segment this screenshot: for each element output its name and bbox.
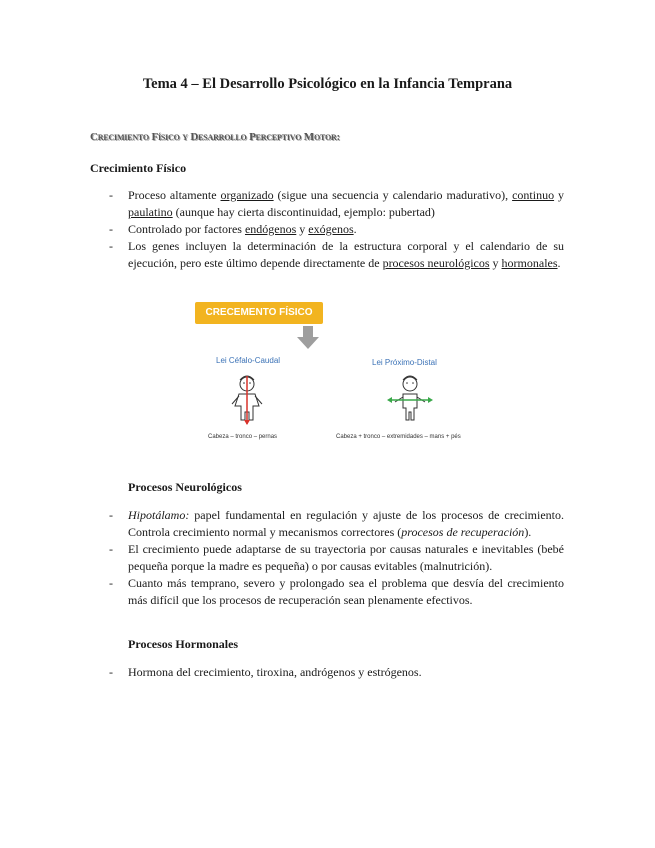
subheading-procesos-neurologicos: Procesos Neurológicos bbox=[128, 480, 242, 494]
list-item: - Los genes incluyen la determinación de la estructura corporal y el calendario de su ejecución, pero este último depende directamente de procesos neurológicos y hormonales. bbox=[128, 238, 564, 272]
list-item: - El crecimiento puede adaptarse de su trayectoria por causas naturales e inevitables (bebé pequeña porque la madre es pequeña) o por causas evitables (malnutrición). bbox=[128, 541, 564, 575]
procesos-neurologicos-list bbox=[128, 507, 564, 609]
list-item: - Cuanto más temprano, severo y prolongado sea el problema que desvía del crecimiento más difícil que los procesos de recuperación sean plenamente efectivos. bbox=[128, 575, 564, 609]
list-item: - Hipotálamo: papel fundamental en regulación y ajuste de los procesos de crecimiento. Controla crecimiento normal y mecanismos correctores (procesos de recuperación). bbox=[128, 507, 564, 541]
procesos-hormonales-list bbox=[128, 664, 564, 681]
list-item: - Proceso altamente organizado (sigue una secuencia y calendario madurativo), continuo y paulatino (aunque hay cierta discontinuidad, ejemplo: pubertad) bbox=[128, 187, 564, 221]
crecimiento-fisico-list bbox=[128, 187, 564, 272]
list-item: - Hormona del crecimiento, tiroxina, andrógenos y estrógenos. bbox=[128, 664, 564, 681]
law-cephalocaudal-label: Lei Céfalo-Caudal bbox=[216, 356, 281, 365]
child-cephalocaudal-icon bbox=[224, 374, 270, 426]
list-item: - Controlado por factores endógenos y exógenos. bbox=[128, 221, 564, 238]
figure-banner: CRECEMENTO FÍSICO bbox=[195, 302, 323, 324]
caption-proximodistal: Cabeza + tronco – extremidades – mans + pés bbox=[336, 434, 461, 440]
document-title: Tema 4 – El Desarrollo Psicológico en la Infancia Temprana bbox=[142, 76, 513, 92]
growth-laws-figure bbox=[200, 302, 500, 452]
subheading-crecimiento-fisico: Crecimiento Físico bbox=[90, 161, 187, 175]
subheading-procesos-hormonales: Procesos Hormonales bbox=[128, 637, 239, 651]
caption-cephalocaudal: Cabeza – tronco – pernas bbox=[208, 434, 278, 440]
law-proximodistal-label: Lei Próximo-Distal bbox=[372, 358, 437, 367]
child-proximodistal-icon bbox=[386, 374, 434, 424]
section-heading: Crecimiento Físico y Desarrollo Perceptivo Motor: bbox=[90, 131, 341, 143]
down-arrow-icon bbox=[297, 326, 319, 350]
